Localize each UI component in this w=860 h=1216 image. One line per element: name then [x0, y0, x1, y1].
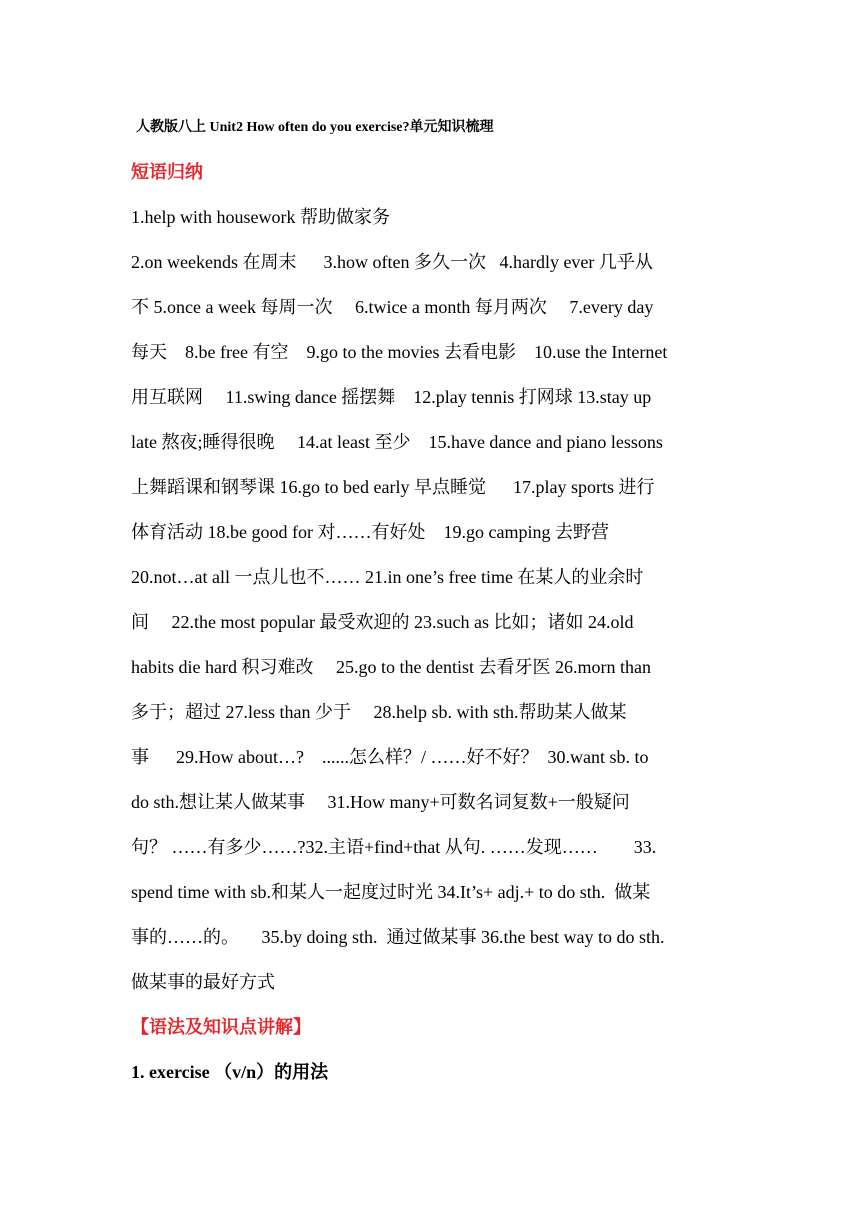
section-heading-grammar: 【语法及知识点讲解】 — [131, 1017, 311, 1037]
phrase-line-15: 句？ ……有多少……?32.主语+find+that 从句. ……发现…… 33. — [131, 837, 657, 857]
phrase-line-13: 事 29.How about…? ......怎么样？/ ……好不好？ 30.want sb. to — [131, 747, 649, 767]
section-heading-phrases: 短语归纳 — [131, 162, 203, 182]
document-title: 人教版八上 Unit2 How often do you exercise?单元知识梳理 — [136, 120, 494, 135]
phrase-line-17: 事的……的。 35.by doing sth. 通过做某事 36.the best way to do sth. — [131, 927, 665, 947]
phrase-line-9: 20.not…at all 一点儿也不…… 21.in one’s free time 在某人的业余时 — [131, 567, 644, 587]
phrase-line-16: spend time with sb.和某人一起度过时光 34.It’s+ adj.+ to do sth. 做某 — [131, 882, 651, 902]
phrase-line-3: 不 5.once a week 每周一次 6.twice a month 每月两次 7.every day — [131, 297, 654, 317]
phrase-line-14: do sth.想让某人做某事 31.How many+可数名词复数+一般疑问 — [131, 792, 630, 812]
phrase-line-10: 间 22.the most popular 最受欢迎的 23.such as 比如；诸如 24.old — [131, 612, 634, 632]
phrase-line-8: 体育活动 18.be good for 对……有好处 19.go camping 去野营 — [131, 522, 609, 542]
phrase-line-2: 2.on weekends 在周末 3.how often 多久一次 4.hardly ever 几乎从 — [131, 252, 653, 272]
phrase-line-6: late 熬夜;睡得很晚 14.at least 至少 15.have dance and piano lessons — [131, 432, 663, 452]
phrase-line-5: 用互联网 11.swing dance 摇摆舞 12.play tennis 打网球 13.stay up — [131, 387, 652, 407]
phrase-line-4: 每天 8.be free 有空 9.go to the movies 去看电影 10.use the Internet — [131, 342, 668, 362]
grammar-point-1: 1. exercise （v/n）的用法 — [131, 1062, 329, 1082]
phrase-line-7: 上舞蹈课和钢琴课 16.go to bed early 早点睡觉 17.play sports 进行 — [131, 477, 655, 497]
phrase-line-1: 1.help with housework 帮助做家务 — [131, 207, 390, 227]
phrase-line-12: 多于；超过 27.less than 少于 28.help sb. with sth.帮助某人做某 — [131, 702, 627, 722]
phrase-line-18: 做某事的最好方式 — [131, 972, 275, 992]
phrase-line-11: habits die hard 积习难改 25.go to the dentist 去看牙医 26.morn than — [131, 657, 651, 677]
